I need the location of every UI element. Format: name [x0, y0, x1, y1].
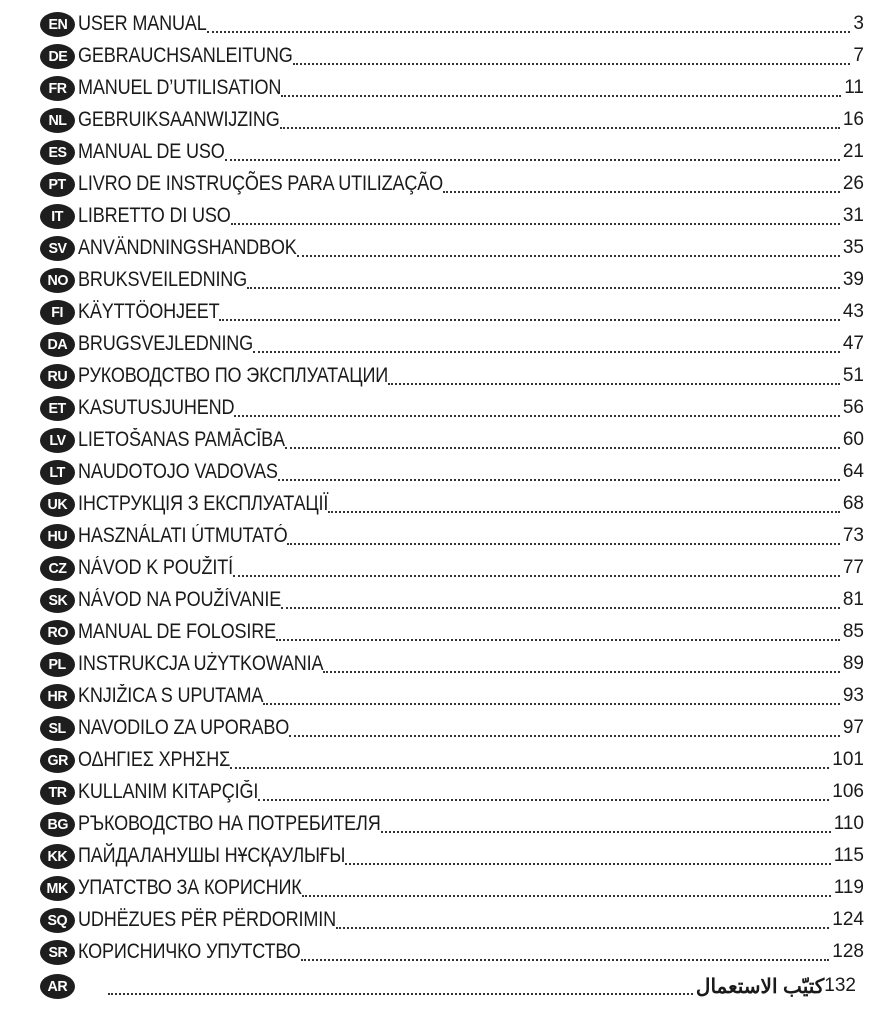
- toc-title: ІНСТРУКЦІЯ З ЕКСПЛУАТАЦІЇ: [78, 492, 329, 515]
- leader-dots: [443, 171, 840, 193]
- toc-row-it[interactable]: [40, 200, 864, 232]
- toc-page-number: 21: [842, 141, 864, 162]
- toc-title: РУКОВОДСТВО ПО ЭКСПЛУАТАЦИИ: [78, 364, 389, 387]
- toc-title: LIBRETTO DI USO: [78, 204, 231, 227]
- toc-title: LIVRO DE INSTRUÇÕES PARA UTILIZAÇÃO: [78, 172, 443, 195]
- leader-dots: [323, 651, 839, 673]
- toc-page-number: 101: [832, 749, 864, 770]
- toc-row-lv[interactable]: [40, 424, 864, 456]
- language-badge-icon: MK: [40, 876, 75, 901]
- toc-page-number: 31: [842, 205, 864, 226]
- language-badge-icon: HR: [40, 684, 75, 709]
- toc-row-lt[interactable]: [40, 456, 864, 488]
- leader-dots: [233, 555, 840, 577]
- language-badge-icon: LV: [40, 428, 75, 453]
- language-badge-icon: DA: [40, 332, 75, 357]
- toc-row-gr[interactable]: [40, 744, 864, 776]
- toc-page-number: 39: [842, 269, 864, 290]
- leader-dots: [336, 907, 829, 929]
- language-badge-icon: SK: [40, 588, 75, 613]
- toc-title: КОРИСНИЧКО УПУТСТВО: [78, 940, 301, 963]
- toc-row-ar[interactable]: [40, 970, 864, 1002]
- language-badge-icon: BG: [40, 812, 75, 837]
- leader-dots: [293, 43, 851, 65]
- toc-page-number: 7: [853, 45, 864, 66]
- toc-page-number: 110: [833, 813, 864, 834]
- toc-page-number: 60: [842, 429, 864, 450]
- toc-row-no[interactable]: [40, 264, 864, 296]
- toc-row-kk[interactable]: [40, 840, 864, 872]
- leader-dots: [230, 747, 829, 769]
- leader-dots: [281, 587, 840, 609]
- leader-dots: [247, 267, 840, 289]
- language-badge-icon: RO: [40, 620, 75, 645]
- leader-dots: [234, 395, 840, 417]
- leader-dots: [219, 299, 839, 321]
- toc-page-number: 35: [842, 237, 864, 258]
- toc-row-hu[interactable]: [40, 520, 864, 552]
- toc-page-number: 132: [824, 975, 856, 996]
- toc-page-number: 3: [853, 13, 864, 34]
- toc-title: MANUAL DE USO: [78, 140, 225, 163]
- leader-dots: [302, 875, 831, 897]
- toc-page-number: 73: [842, 525, 864, 546]
- toc-row-pl[interactable]: [40, 648, 864, 680]
- toc-title: KULLANIM KITAPÇIĞI: [78, 780, 259, 803]
- language-badge-icon: SQ: [40, 908, 75, 933]
- toc-title: MANUAL DE FOLOSIRE: [78, 620, 276, 643]
- language-badge-icon: IT: [40, 204, 75, 229]
- toc-title: KASUTUSJUHEND: [78, 396, 235, 419]
- language-badge-icon: SV: [40, 236, 75, 261]
- language-badge-icon: SR: [40, 940, 75, 965]
- language-badge-icon: PT: [40, 172, 75, 197]
- toc-title: UDHËZUES PËR PËRDORIMIN: [78, 908, 336, 931]
- toc-row-fi[interactable]: [40, 296, 864, 328]
- toc-title: KNJIŽICA S UPUTAMA: [78, 684, 264, 707]
- toc-page-number: 11: [844, 77, 864, 98]
- leader-dots: [287, 523, 839, 545]
- language-badge-icon: NL: [40, 108, 75, 133]
- leader-dots: [301, 939, 830, 961]
- language-badge-icon: ES: [40, 140, 75, 165]
- toc-page-number: 43: [842, 301, 864, 322]
- toc-title: LIETOŠANAS PAMĀCĪBA: [78, 428, 285, 451]
- toc-row-cz[interactable]: [40, 552, 864, 584]
- toc-title: MANUEL D’UTILISATION: [78, 76, 282, 99]
- toc-title: GEBRUIKSAANWIJZING: [78, 108, 280, 131]
- toc-page-number: 81: [842, 589, 864, 610]
- toc-title: NAVODILO ZA UPORABO: [78, 716, 290, 739]
- toc-row-en[interactable]: [40, 8, 864, 40]
- toc-title: РЪКОВОДСТВО НА ПОТРЕБИТЕЛЯ: [78, 812, 381, 835]
- language-badge-icon: LT: [40, 460, 75, 485]
- toc-page-number: 106: [832, 781, 864, 802]
- toc-row-da[interactable]: [40, 328, 864, 360]
- language-badge-icon: FR: [40, 76, 75, 101]
- toc-row-bg[interactable]: [40, 808, 864, 840]
- leader-dots: [278, 459, 840, 481]
- leader-dots: [263, 683, 840, 705]
- language-badge-icon: UK: [40, 492, 75, 517]
- toc-row-es[interactable]: [40, 136, 864, 168]
- leader-dots: [281, 75, 841, 97]
- toc-page-number: 56: [842, 397, 864, 418]
- toc-row-fr[interactable]: [40, 72, 864, 104]
- toc-row-tr[interactable]: [40, 776, 864, 808]
- leader-dots: [276, 619, 840, 641]
- language-badge-icon: HU: [40, 524, 75, 549]
- toc-title: GEBRAUCHSANLEITUNG: [78, 44, 293, 67]
- toc-title: HASZNÁLATI ÚTMUTATÓ: [78, 524, 288, 547]
- toc-title: USER MANUAL: [78, 12, 207, 35]
- toc-title: ΟΔΗΓΙΕΣ ΧΡΗΣΗΣ: [78, 748, 231, 771]
- toc-page-number: 128: [832, 941, 864, 962]
- leader-dots: [381, 811, 831, 833]
- leader-dots: [108, 973, 693, 995]
- toc-page-number: 124: [832, 909, 864, 930]
- toc-row-uk[interactable]: [40, 488, 864, 520]
- toc-page-number: 47: [842, 333, 864, 354]
- leader-dots: [285, 427, 840, 449]
- toc-page-number: 119: [833, 877, 864, 898]
- leader-dots: [225, 139, 840, 161]
- toc-title: УПАТСТВО ЗА КОРИСНИК: [78, 876, 302, 899]
- language-badge-icon: DE: [40, 44, 75, 69]
- toc-title: NAUDOTOJO VADOVAS: [78, 460, 278, 483]
- language-badge-icon: NO: [40, 268, 75, 293]
- leader-dots: [258, 779, 829, 801]
- toc-title: BRUKSVEILEDNING: [78, 268, 248, 291]
- language-badge-icon: GR: [40, 748, 75, 773]
- leader-dots: [388, 363, 840, 385]
- toc-title: NÁVOD NA POUŽÍVANIE: [78, 588, 282, 611]
- toc-page-number: 93: [842, 685, 864, 706]
- toc-row-sq[interactable]: [40, 904, 864, 936]
- toc-title: KÄYTTÖOHJEET: [78, 300, 220, 323]
- toc-row-sv[interactable]: [40, 232, 864, 264]
- toc-page-number: 26: [842, 173, 864, 194]
- toc-row-sr[interactable]: [40, 936, 864, 968]
- toc-row-ru[interactable]: [40, 360, 864, 392]
- toc-row-sk[interactable]: [40, 584, 864, 616]
- leader-dots: [328, 491, 840, 513]
- language-badge-icon: CZ: [40, 556, 75, 581]
- leader-dots: [297, 235, 840, 257]
- language-badge-icon: RU: [40, 364, 75, 389]
- language-badge-icon: SL: [40, 716, 75, 741]
- toc-row-et[interactable]: [40, 392, 864, 424]
- leader-dots: [280, 107, 840, 129]
- toc-title: INSTRUKCJA UŻYTKOWANIA: [78, 652, 324, 675]
- toc-row-mk[interactable]: [40, 872, 864, 904]
- toc-row-hr[interactable]: [40, 680, 864, 712]
- leader-dots: [207, 11, 851, 33]
- leader-dots: [345, 843, 830, 865]
- toc-row-pt[interactable]: [40, 168, 864, 200]
- toc-row-de[interactable]: [40, 40, 864, 72]
- language-badge-icon: FI: [40, 300, 75, 325]
- toc-page-number: 64: [842, 461, 864, 482]
- toc-page-number: 115: [833, 845, 864, 866]
- leader-dots: [231, 203, 840, 225]
- leader-dots: [289, 715, 840, 737]
- language-badge-icon: TR: [40, 780, 75, 805]
- toc-page-number: 51: [842, 365, 864, 386]
- toc-page-number: 68: [842, 493, 864, 514]
- language-badge-icon: KK: [40, 844, 75, 869]
- toc-page-number: 89: [842, 653, 864, 674]
- toc-page-number: 16: [842, 109, 864, 130]
- toc-row-nl[interactable]: [40, 104, 864, 136]
- toc-row-sl[interactable]: [40, 712, 864, 744]
- language-badge-icon: ET: [40, 396, 75, 421]
- language-badge-icon: AR: [40, 974, 75, 999]
- toc-title: كتيّب الاستعمال: [695, 975, 825, 998]
- toc-title: ПАЙДАЛАНУШЫ НҰСҚАУЛЫҒЫ: [78, 844, 346, 867]
- toc-page-number: 85: [842, 621, 864, 642]
- toc-page-number: 77: [842, 557, 864, 578]
- toc-page-number: 97: [842, 717, 864, 738]
- toc-title: NÁVOD K POUŽITÍ: [78, 556, 233, 579]
- toc-title: ANVÄNDNINGSHANDBOK: [78, 236, 297, 259]
- toc-row-ro[interactable]: [40, 616, 864, 648]
- language-badge-icon: PL: [40, 652, 75, 677]
- leader-dots: [253, 331, 840, 353]
- language-badge-icon: EN: [40, 12, 75, 37]
- toc-title: BRUGSVEJLEDNING: [78, 332, 254, 355]
